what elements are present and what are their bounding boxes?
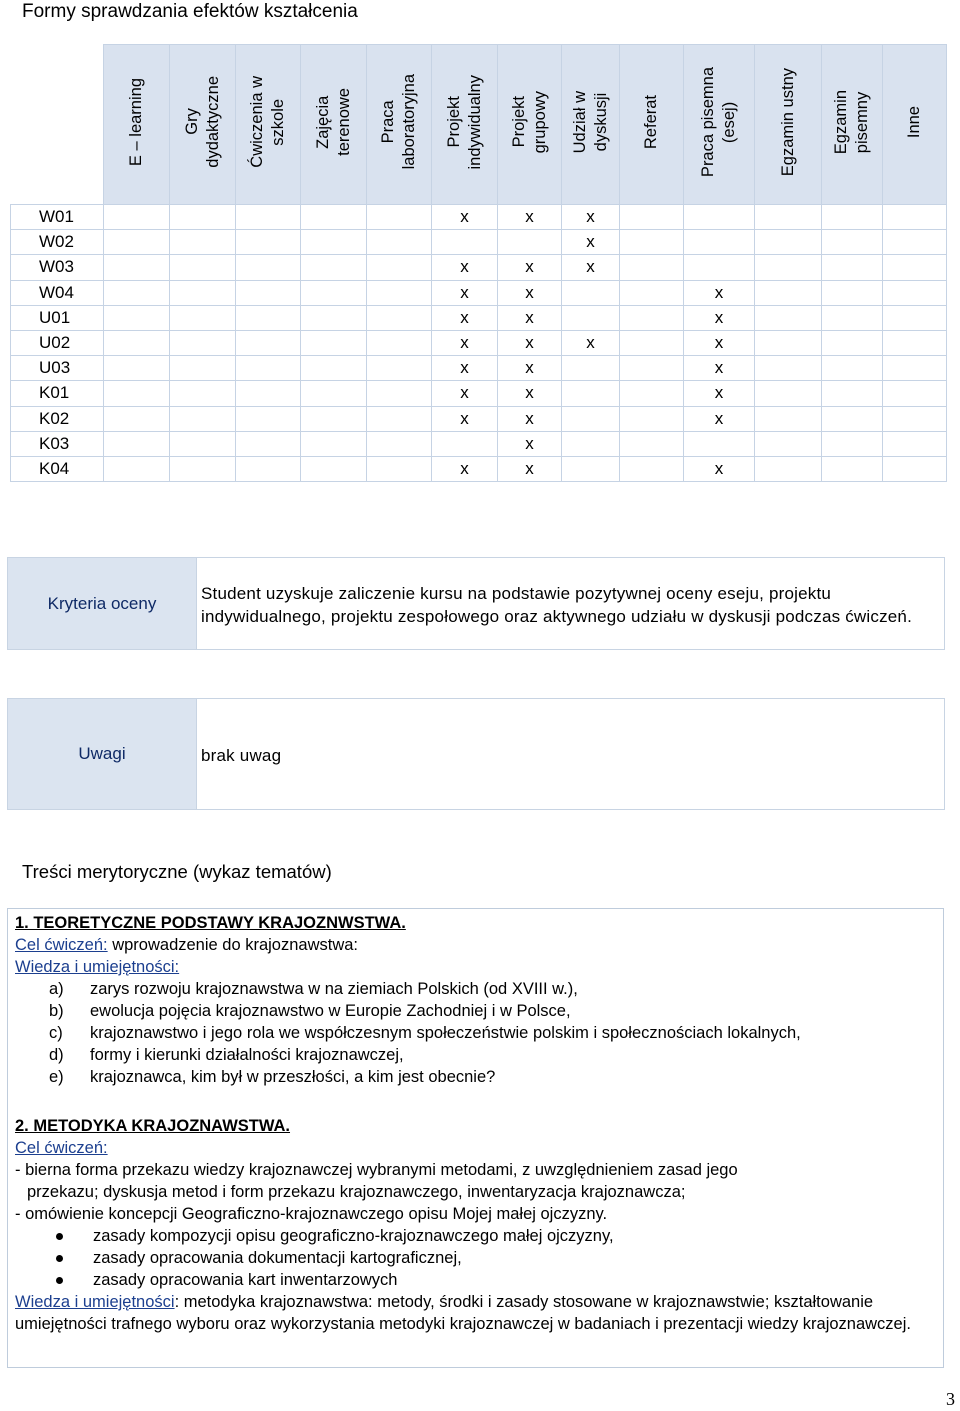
matrix-cell (883, 381, 947, 406)
matrix-cell (104, 356, 170, 381)
matrix-cell (755, 205, 822, 230)
matrix-cell (620, 381, 684, 406)
matrix-cell (562, 280, 620, 305)
page-number: 3 (946, 1389, 955, 1409)
column-header (755, 45, 822, 205)
matrix-cell (755, 456, 822, 481)
row-code: K03 (11, 431, 104, 456)
section2-dash2: - omówienie koncepcji Geograficzno-krajoznawczego opisu Mojej małej ojczyzny. (15, 1205, 608, 1223)
matrix-cell (170, 280, 236, 305)
matrix-cell (498, 230, 562, 255)
section2-dash1-cont: przekazu; dyskusja metod i form przekazu krajoznawczego, inwentaryzacja krajoznawcza; (27, 1183, 686, 1201)
matrix-cell (620, 431, 684, 456)
list-item: c) krajoznawstwo i jego rola we współczesnym społeczeństwie polskim i społecznościach lokalnych, (49, 1024, 801, 1042)
matrix-cell (170, 305, 236, 330)
table-row (11, 356, 947, 381)
remarks-text: brak uwag (201, 745, 282, 765)
matrix-cell (301, 280, 367, 305)
matrix-cell (620, 356, 684, 381)
matrix-cell (301, 230, 367, 255)
matrix-cell (883, 205, 947, 230)
matrix-cell: x (498, 280, 562, 305)
section1-knowledge (15, 956, 943, 978)
matrix-cell (236, 356, 301, 381)
list-item: e) krajoznawca, kim był w przeszłości, a kim jest obecnie? (49, 1068, 496, 1086)
matrix-cell (883, 431, 947, 456)
column-header-label: E – learning (127, 77, 145, 167)
section2-knowledge-label: Wiedza i umiejętności (15, 1293, 175, 1311)
row-code: W01 (11, 205, 104, 230)
list-item: d) formy i kierunki działalności krajoznawczej, (49, 1046, 404, 1064)
matrix-cell (367, 431, 432, 456)
matrix-cell (170, 431, 236, 456)
matrix-cell (170, 406, 236, 431)
list-item: zasady opracowania kart inwentarzowych (55, 1269, 943, 1291)
criteria-text: Student uzyskuje zaliczenie kursu na podstawie pozytywnej oceny eseju, projektu indywidualnego, projektu zespołowego oraz aktywnego udziału w dyskusji podczas ćwiczeń. (201, 583, 913, 626)
matrix-cell (236, 381, 301, 406)
matrix-cell (170, 381, 236, 406)
row-code: K02 (11, 406, 104, 431)
column-header (822, 45, 883, 205)
matrix-cell (301, 356, 367, 381)
matrix-cell: x (562, 205, 620, 230)
bullet-icon (56, 1277, 63, 1284)
matrix-cell (367, 381, 432, 406)
matrix-cell (883, 456, 947, 481)
column-header (301, 45, 367, 205)
row-code: K04 (11, 456, 104, 481)
matrix-cell: x (432, 255, 498, 280)
matrix-cell (822, 205, 883, 230)
matrix-cell (822, 280, 883, 305)
matrix-cell (755, 356, 822, 381)
matrix-cell: x (432, 356, 498, 381)
matrix-cell (301, 330, 367, 355)
matrix-cell (755, 230, 822, 255)
matrix-cell (562, 431, 620, 456)
column-header-label: Udział w dyskusji (570, 90, 610, 154)
matrix-cell (367, 280, 432, 305)
matrix-corner (11, 45, 104, 205)
column-header (498, 45, 562, 205)
matrix-cell (620, 330, 684, 355)
column-header (562, 45, 620, 205)
section2-knowledge-text: : metodyka krajoznawstwa: metody, środki i zasady stosowane w krajoznawstwie; kształtowanie umiejętności trafnego wyboru oraz wykorzystania metodyki krajoznawczej w badaniach i prezentacji wiedzy krajoznawczej. (15, 1293, 911, 1333)
matrix-cell (822, 356, 883, 381)
matrix-cell (620, 205, 684, 230)
list-item: a) zarys rozwoju krajoznawstwa w na ziemiach Polskich (od XVIII w.), (49, 980, 578, 998)
column-header-label: Ćwiczenia w szkole (248, 76, 287, 168)
matrix-cell (883, 330, 947, 355)
matrix-cell (755, 280, 822, 305)
matrix-cell (883, 255, 947, 280)
row-code: U02 (11, 330, 104, 355)
section2-knowledge (15, 1291, 943, 1335)
section1-goal (15, 934, 943, 956)
column-header-label: Egzamin ustny (778, 67, 797, 177)
matrix-cell (620, 406, 684, 431)
content-box (7, 908, 944, 1368)
matrix-cell (236, 255, 301, 280)
matrix-cell (755, 305, 822, 330)
matrix-cell (684, 205, 755, 230)
matrix-cell (822, 230, 883, 255)
matrix-cell (170, 230, 236, 255)
matrix-cell (104, 255, 170, 280)
matrix-cell (301, 205, 367, 230)
matrix-cell (822, 330, 883, 355)
table-row (11, 305, 947, 330)
row-code: W03 (11, 255, 104, 280)
matrix-cell (104, 205, 170, 230)
matrix-cell (755, 406, 822, 431)
column-header-label: Gry dydaktyczne (182, 76, 222, 168)
matrix-cell (104, 381, 170, 406)
table-row (11, 456, 947, 481)
section2-heading: 2. METODYKA KRAJOZNAWSTWA. (15, 1117, 291, 1135)
matrix-cell (562, 381, 620, 406)
matrix-cell (367, 305, 432, 330)
content-title: Treści merytoryczne (wykaz tematów) (22, 861, 332, 882)
matrix-cell (104, 406, 170, 431)
row-code: W02 (11, 230, 104, 255)
matrix-cell (620, 305, 684, 330)
matrix-cell (755, 330, 822, 355)
bullet-icon (56, 1255, 63, 1262)
matrix-cell (755, 255, 822, 280)
section2-goal-label: Cel ćwiczeń: (15, 1139, 108, 1157)
matrix-cell (170, 330, 236, 355)
section1-list (15, 978, 943, 1088)
matrix-cell (301, 456, 367, 481)
assessment-matrix (10, 44, 947, 482)
matrix-cell (367, 356, 432, 381)
column-header-label: Praca laboratoryjna (379, 74, 418, 170)
matrix-cell: x (498, 381, 562, 406)
matrix-cell (620, 255, 684, 280)
section1-goal-label: Cel ćwiczeń: (15, 936, 108, 954)
matrix-cell: x (684, 456, 755, 481)
matrix-cell (432, 431, 498, 456)
table-row (11, 381, 947, 406)
matrix-cell: x (684, 356, 755, 381)
matrix-cell: x (562, 255, 620, 280)
matrix-cell (170, 356, 236, 381)
matrix-cell: x (684, 381, 755, 406)
matrix-cell: x (498, 431, 562, 456)
matrix-cell: x (498, 330, 562, 355)
matrix-cell (562, 305, 620, 330)
matrix-cell: x (562, 330, 620, 355)
column-header-label: Praca pisemna (esej) (699, 66, 738, 178)
matrix-cell: x (432, 305, 498, 330)
table-row (11, 431, 947, 456)
column-header-label: Referat (642, 94, 660, 150)
matrix-cell: x (498, 356, 562, 381)
column-header (104, 45, 170, 205)
column-header-label: Inne (905, 105, 923, 139)
matrix-cell (883, 305, 947, 330)
matrix-cell: x (432, 456, 498, 481)
section2-dash1: - bierna forma przekazu wiedzy krajoznawczej wybranymi metodami, z uwzględnieniem zasad jego (15, 1161, 738, 1179)
matrix-cell (104, 280, 170, 305)
column-header (620, 45, 684, 205)
section1-knowledge-label: Wiedza i umiejętności: (15, 958, 180, 976)
page-title: Formy sprawdzania efektów kształcenia (22, 1, 358, 22)
criteria-box (7, 557, 945, 650)
list-item: b) ewolucja pojęcia krajoznawstwo w Europie Zachodniej i w Polsce, (49, 1002, 571, 1020)
matrix-cell (236, 230, 301, 255)
matrix-cell (367, 330, 432, 355)
matrix-cell (236, 205, 301, 230)
table-row (11, 406, 947, 431)
table-row (11, 330, 947, 355)
matrix-cell (684, 255, 755, 280)
column-header-label: Egzamin pisemny (832, 89, 871, 155)
matrix-cell (883, 280, 947, 305)
matrix-cell (822, 406, 883, 431)
matrix-cell: x (684, 330, 755, 355)
list-item: zasady kompozycji opisu geograficzno-krajoznawczego małej ojczyzny, (55, 1225, 943, 1247)
matrix-cell (367, 255, 432, 280)
table-row (11, 280, 947, 305)
section1-goal-text: wprowadzenie do krajoznawstwa: (107, 936, 359, 954)
section2-goal (15, 1137, 943, 1159)
table-row (11, 205, 947, 230)
section1-heading: 1. TEORETYCZNE PODSTAWY KRAJOZNWSTWA. (15, 914, 406, 932)
column-header-label: Projekt indywidualny (444, 74, 484, 170)
matrix-cell: x (432, 205, 498, 230)
matrix-cell (301, 305, 367, 330)
matrix-cell (684, 230, 755, 255)
matrix-cell (236, 280, 301, 305)
matrix-cell: x (684, 280, 755, 305)
matrix-cell (432, 230, 498, 255)
matrix-cell (822, 381, 883, 406)
matrix-cell (367, 406, 432, 431)
matrix-cell (170, 205, 236, 230)
remarks-label: Uwagi (8, 699, 197, 809)
matrix-cell (104, 431, 170, 456)
criteria-label: Kryteria oceny (8, 558, 197, 649)
matrix-cell (883, 406, 947, 431)
matrix-cell: x (498, 406, 562, 431)
matrix-cell (236, 406, 301, 431)
matrix-cell (301, 255, 367, 280)
matrix-cell (755, 381, 822, 406)
matrix-cell: x (498, 205, 562, 230)
matrix-cell (684, 431, 755, 456)
matrix-cell (301, 431, 367, 456)
matrix-cell (301, 406, 367, 431)
column-header (170, 45, 236, 205)
matrix-cell (562, 456, 620, 481)
column-header-label: Zajęcia terenowe (313, 88, 353, 156)
matrix-cell: x (432, 406, 498, 431)
matrix-cell (236, 456, 301, 481)
matrix-cell (170, 456, 236, 481)
matrix-cell (822, 431, 883, 456)
matrix-cell (620, 280, 684, 305)
row-code: U01 (11, 305, 104, 330)
matrix-cell (236, 305, 301, 330)
matrix-cell (236, 330, 301, 355)
column-header-label: Projekt grupowy (509, 90, 549, 154)
matrix-cell (822, 305, 883, 330)
matrix-cell (620, 230, 684, 255)
column-header (432, 45, 498, 205)
matrix-cell (104, 330, 170, 355)
matrix-cell (367, 456, 432, 481)
matrix-cell (104, 456, 170, 481)
matrix-cell: x (684, 406, 755, 431)
matrix-cell (822, 255, 883, 280)
matrix-cell (620, 456, 684, 481)
section2-bullets (15, 1225, 943, 1291)
table-row (11, 230, 947, 255)
remarks-box (7, 698, 945, 810)
column-header (367, 45, 432, 205)
matrix-cell (883, 230, 947, 255)
matrix-cell: x (498, 255, 562, 280)
matrix-cell (236, 431, 301, 456)
table-row (11, 255, 947, 280)
matrix-cell (367, 205, 432, 230)
matrix-cell (301, 381, 367, 406)
row-code: W04 (11, 280, 104, 305)
matrix-cell (170, 255, 236, 280)
matrix-cell: x (562, 230, 620, 255)
column-header (684, 45, 755, 205)
matrix-cell (562, 356, 620, 381)
row-code: K01 (11, 381, 104, 406)
bullet-icon (56, 1233, 63, 1240)
row-code: U03 (11, 356, 104, 381)
matrix-cell (822, 456, 883, 481)
list-item: zasady opracowania dokumentacji kartograficznej, (55, 1247, 943, 1269)
matrix-cell: x (432, 280, 498, 305)
matrix-cell (104, 305, 170, 330)
matrix-cell: x (684, 305, 755, 330)
matrix-cell: x (432, 330, 498, 355)
matrix-cell (883, 356, 947, 381)
column-header (883, 45, 947, 205)
matrix-cell: x (498, 456, 562, 481)
matrix-cell (367, 230, 432, 255)
matrix-cell (562, 406, 620, 431)
column-header (236, 45, 301, 205)
matrix-cell (104, 230, 170, 255)
matrix-cell: x (432, 381, 498, 406)
matrix-cell: x (498, 305, 562, 330)
matrix-cell (755, 431, 822, 456)
